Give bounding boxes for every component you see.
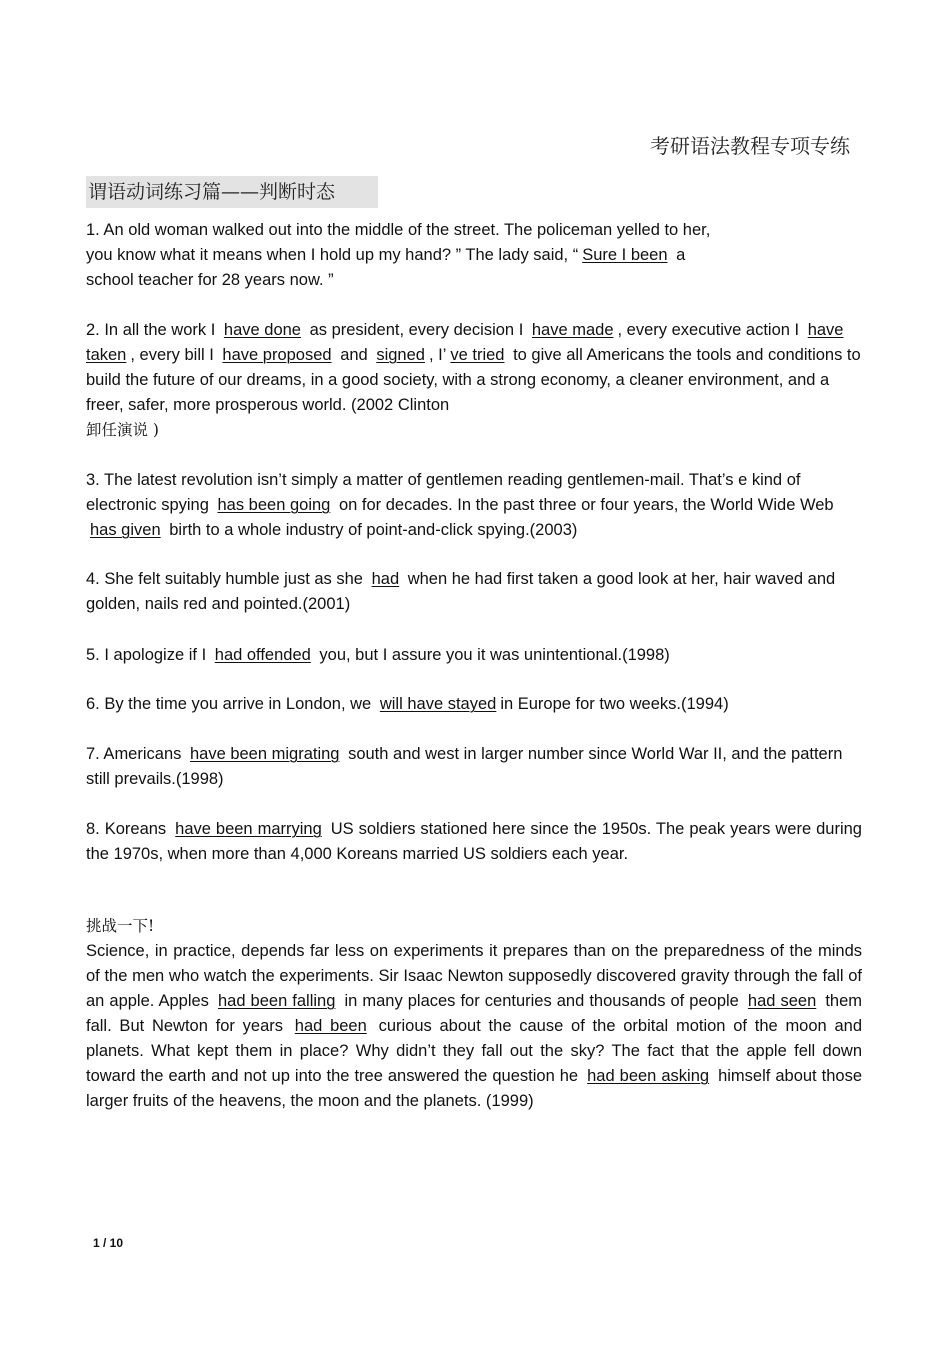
q4-text-1: 4. She felt suitably humble just as she: [86, 570, 363, 588]
question-6: [86, 692, 862, 717]
q1-text-2: you know what it means when I hold up my hand? ” The lady said, “: [86, 246, 579, 264]
question-8: [86, 817, 862, 867]
challenge-title: 挑战一下!: [86, 917, 155, 935]
q2-text-1: 2. In all the work I: [86, 321, 216, 339]
q6-text-1: 6. By the time you arrive in London, we: [86, 695, 372, 713]
challenge-answer-4: had been asking: [587, 1067, 710, 1085]
q2-answer-1: have done: [223, 321, 301, 339]
q2-answer-3: have taken: [86, 321, 844, 364]
q3-text-1: 3. The latest revolution isn’t simply a matter of gentlemen reading gentlemen-mail. That’s e kind of electronic spying: [86, 471, 801, 514]
q5-text-1: 5. I apologize if I: [86, 646, 207, 664]
q1-text-4: school teacher for 28 years now. ”: [86, 271, 334, 289]
q1-text-3: a: [676, 246, 686, 264]
question-1: [86, 218, 862, 293]
q8-text-1: 8. Koreans: [86, 820, 167, 838]
q1-text-1: 1. An old woman walked out into the middle of the street. The policeman yelled to her,: [86, 221, 711, 239]
question-2: [86, 318, 862, 443]
challenge-section: [86, 914, 862, 1114]
q7-text-2: south and west in larger number since World War II, and the pattern still prevails.(1998): [86, 745, 843, 788]
challenge-text-2: in many places for centuries and thousands of people: [344, 992, 739, 1010]
q5-text-2: you, but I assure you it was unintentional.(1998): [319, 646, 670, 664]
q2-answer-2: have made: [531, 321, 614, 339]
q2-answer-4: have proposed: [222, 346, 332, 364]
q2-text-4: , every bill I: [130, 346, 214, 364]
q3-text-2: on for decades. In the past three or four years, the World Wide Web: [338, 496, 834, 514]
challenge-answer-2: had seen: [747, 992, 817, 1010]
q3-answer-1: has been going: [217, 496, 331, 514]
question-4: [86, 567, 862, 617]
q2-answer-5: signed: [376, 346, 425, 364]
q6-text-2: in Europe for two weeks.(1994): [500, 695, 729, 713]
q2-text-3: , every executive action I: [617, 321, 800, 339]
q2-answer-6: ve tried: [450, 346, 505, 364]
q2-text-5: and: [340, 346, 368, 364]
q4-text-2: when he had first taken a good look at her, hair waved and golden, nails red and pointed.(2001): [86, 570, 836, 613]
challenge-text-5: himself about those larger fruits of the heavens, the moon and the planets. (1999): [86, 1067, 862, 1110]
question-3: [86, 468, 862, 543]
q7-answer-1: have been migrating: [189, 745, 340, 763]
q2-text-6: , I’: [428, 346, 447, 364]
q7-text-1: 7. Americans: [86, 745, 182, 763]
section-title: 谓语动词练习篇——判断时态: [86, 176, 378, 208]
page-number: 1 / 10: [93, 1236, 124, 1250]
q1-answer-1: Sure I been: [582, 246, 668, 264]
challenge-text-3: them fall. But Newton for years: [86, 992, 862, 1035]
q2-text-2: as president, every decision I: [309, 321, 524, 339]
q6-answer-1: will have stayed: [379, 695, 497, 713]
q2-text-7: to give all Americans the tools and conditions to build the future of our dreams, in a good society, with a strong economy, a cleaner environment, and a freer, safer, more prosperous world. (2002 Clinton: [86, 346, 861, 414]
q4-answer-1: had: [371, 570, 400, 588]
challenge-answer-1: had been falling: [217, 992, 336, 1010]
challenge-text-1: Science, in practice, depends far less on experiments it prepares than on the preparedness of the minds of the men who watch the experiments. Sir Isaac Newton supposedly discovered gravity through the fall of an apple. Apples: [86, 942, 862, 1010]
question-7: [86, 742, 862, 792]
q8-text-2: US soldiers stationed here since the 1950s. The peak years were during the 1970s, when more than 4,000 Koreans married US soldiers each year.: [86, 820, 862, 863]
challenge-text-4: curious about the cause of the orbital motion of the moon and planets. What kept them in place? Why didn’t they fall out the sky? The fact that the apple fell down toward the earth and not up into the tree answered the question he: [86, 1017, 863, 1085]
q3-answer-2: has given: [90, 521, 161, 539]
q8-answer-1: have been marrying: [175, 820, 322, 838]
question-5: [86, 643, 862, 668]
q3-text-3: birth to a whole industry of point-and-click spying.(2003): [169, 521, 578, 539]
q5-answer-1: had offended: [214, 646, 311, 664]
q2-text-8: 卸任演说 ): [86, 421, 159, 439]
challenge-answer-3: had been: [294, 1017, 367, 1035]
document-header-title: 考研语法教程专项专练: [650, 134, 850, 158]
